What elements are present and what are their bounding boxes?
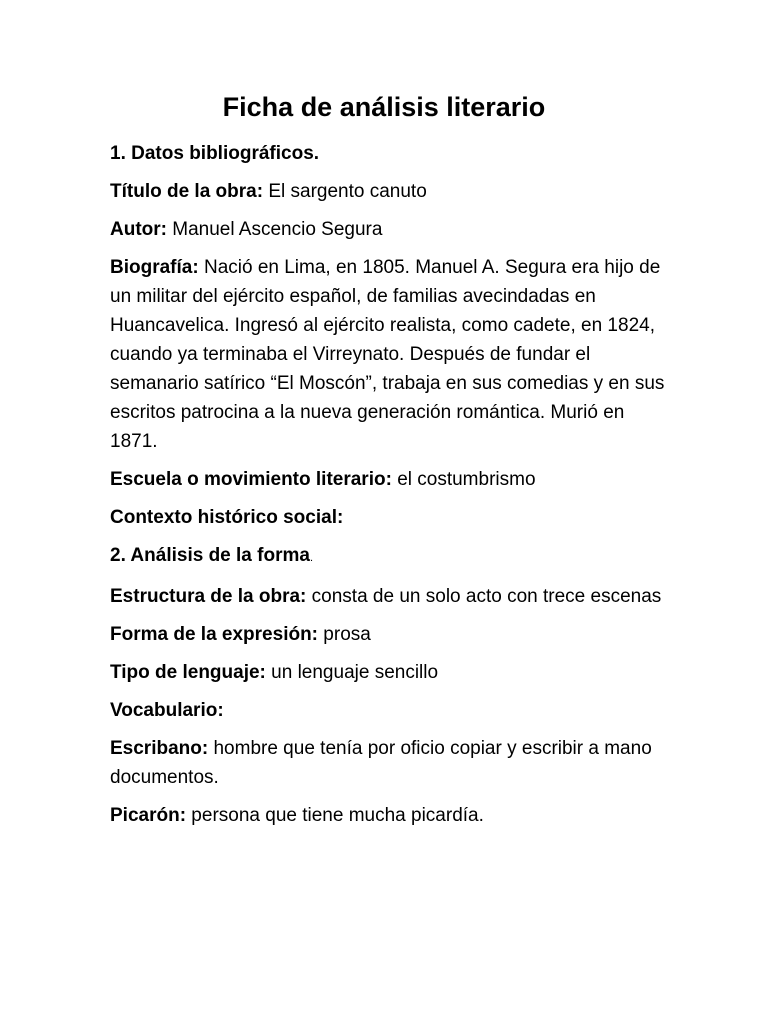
field-contexto-label: Contexto histórico social: — [110, 507, 344, 528]
field-titulo-label: Título de la obra: — [110, 181, 264, 202]
section-heading-datos — [110, 139, 665, 168]
section-heading-forma — [110, 541, 665, 573]
vocab-escribano-value: hombre que tenía por oficio copiar y escribir a mano documentos. — [110, 738, 652, 788]
field-autor-label: Autor: — [110, 219, 167, 240]
field-forma-expresion-value: prosa — [318, 624, 371, 645]
field-biografia-value: Nació en Lima, en 1805. Manuel A. Segura era hijo de un militar del ejército español, de familias avecindadas en Huancavelica. Ingresó al ejército realista, como cadete, en 1824, cuando ya terminaba el Virreynato. Después de fundar el semanario satírico “El Moscón”, trabaja en sus comedias y en sus escritos patrocina a la nueva generación romántica. Murió en 1871. — [110, 257, 665, 452]
field-tipo-lenguaje — [110, 658, 665, 687]
section-heading-datos-text: 1. Datos bibliográficos. — [110, 143, 320, 164]
field-estructura-value: consta de un solo acto con trece escenas — [306, 586, 662, 607]
field-titulo-value: El sargento canuto — [263, 181, 427, 202]
field-estructura-label: Estructura de la obra: — [110, 586, 307, 607]
field-estructura — [110, 582, 665, 611]
section-heading-forma-dot: . — [309, 552, 313, 564]
vocab-escribano-label: Escribano: — [110, 738, 209, 759]
field-autor — [110, 215, 665, 244]
field-escuela-value: el costumbrismo — [391, 469, 536, 490]
vocab-picaron — [110, 801, 665, 830]
field-biografia-label: Biografía: — [110, 257, 199, 278]
field-forma-expresion — [110, 620, 665, 649]
field-titulo — [110, 177, 665, 206]
field-forma-expresion-label: Forma de la expresión: — [110, 624, 319, 645]
field-escuela — [110, 465, 665, 494]
field-contexto — [110, 503, 665, 532]
field-escuela-label: Escuela o movimiento literario: — [110, 469, 392, 490]
section-heading-forma-text: 2. Análisis de la forma — [110, 545, 310, 566]
field-autor-value: Manuel Ascencio Segura — [166, 219, 383, 240]
document-title: Ficha de análisis literario — [222, 92, 546, 122]
field-vocabulario-label: Vocabulario: — [110, 700, 224, 721]
field-biografia — [110, 253, 665, 456]
vocab-escribano — [110, 734, 665, 792]
vocab-picaron-label: Picarón: — [110, 805, 187, 826]
field-tipo-lenguaje-value: un lenguaje sencillo — [265, 662, 439, 683]
field-tipo-lenguaje-label: Tipo de lenguaje: — [110, 662, 266, 683]
document-body — [110, 139, 665, 839]
field-vocabulario — [110, 696, 665, 725]
vocab-picaron-value: persona que tiene mucha picardía. — [186, 805, 484, 826]
